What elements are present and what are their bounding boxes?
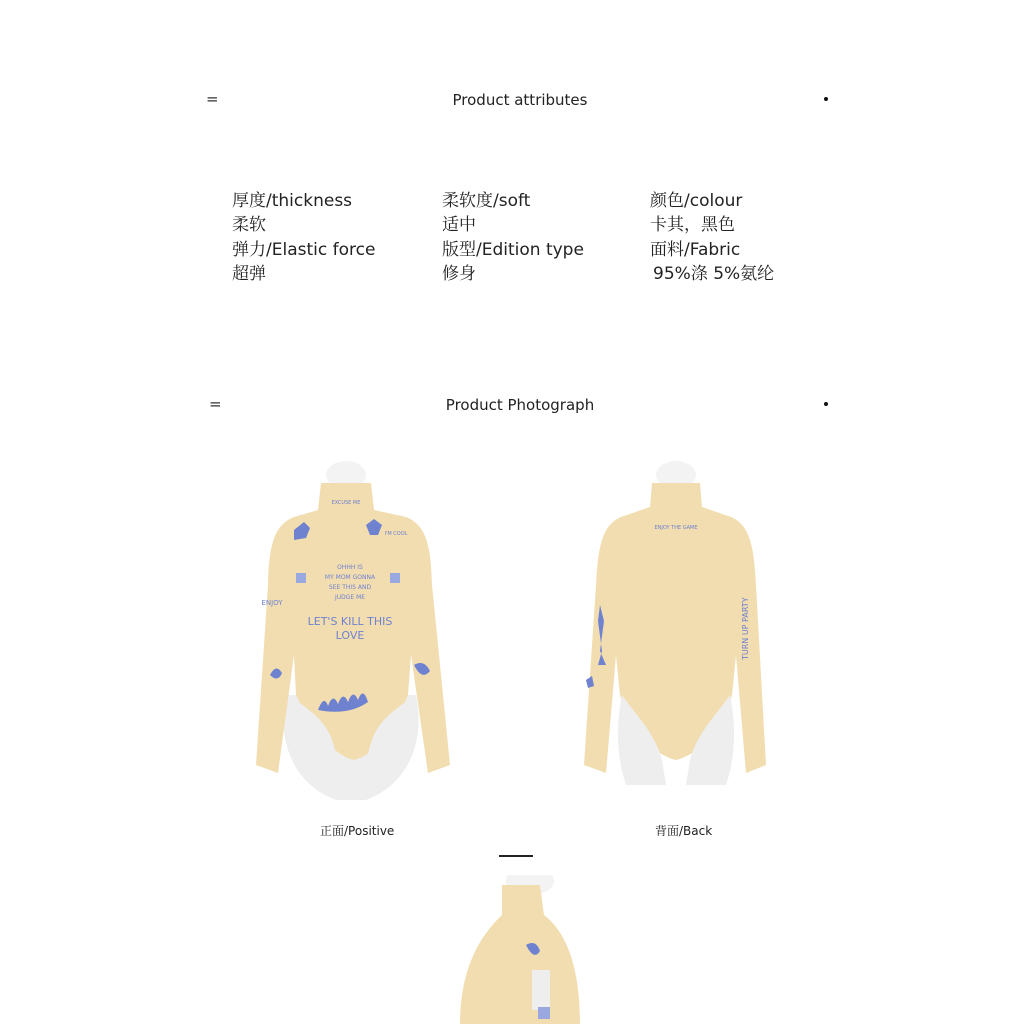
elastic-label: 弹力/Elastic force — [232, 240, 376, 260]
bodysuit-side — [460, 885, 580, 1024]
back-product-photo — [566, 455, 776, 805]
kill-print-line-1: LET'S KILL THIS — [307, 615, 393, 628]
colour-value: 卡其，黑色 — [650, 215, 735, 235]
bandage-print-right — [390, 573, 400, 583]
front-product-photo — [236, 455, 466, 805]
edition-label: 版型/Edition type — [442, 240, 584, 260]
back-sleeve-print: TURN UP PARTY — [741, 597, 750, 660]
mannequin-arm — [532, 970, 550, 1010]
text-block-line-1: OHHH IS — [337, 564, 363, 571]
sleeve-print: ENJOY — [261, 599, 283, 607]
soft-value: 适中 — [442, 215, 476, 235]
menu-icon[interactable]: = — [206, 90, 219, 108]
dot-icon — [824, 402, 828, 406]
divider — [499, 855, 533, 857]
front-caption: 正面/Positive — [320, 824, 395, 838]
text-block-line-2: MY MOM GONNA — [324, 574, 376, 581]
fabric-label: 面料/Fabric — [650, 240, 741, 260]
side-product-photo — [440, 875, 590, 1024]
soft-label: 柔软度/soft — [442, 191, 531, 211]
back-caption: 背面/Back — [655, 824, 713, 838]
neck-print: EXCUSE ME — [331, 500, 361, 506]
text-block-line-3: SEE THIS AND — [328, 584, 372, 591]
photo-header — [200, 395, 840, 419]
thickness-value: 柔软 — [232, 215, 266, 235]
im-cool-print: I'M COOL — [384, 531, 408, 537]
kill-print-line-2: LOVE — [335, 629, 365, 642]
photo-title: Product Photograph — [445, 396, 595, 414]
side-bandage-print — [538, 1007, 550, 1019]
attributes-header — [200, 90, 840, 114]
dot-icon — [824, 97, 828, 101]
thickness-label: 厚度/thickness — [232, 191, 353, 211]
text-block-line-4: JUDGE ME — [334, 594, 366, 601]
back-enjoy-print: ENJOY THE GAME — [654, 525, 698, 531]
colour-label: 颜色/colour — [650, 191, 743, 211]
attributes-title: Product attributes — [452, 91, 588, 109]
edition-value: 修身 — [442, 264, 476, 284]
bandage-print-left — [296, 573, 306, 583]
menu-icon[interactable]: = — [209, 395, 222, 413]
elastic-value: 超弹 — [232, 264, 266, 284]
fabric-value: 95%涤 5%氨纶 — [653, 264, 775, 284]
